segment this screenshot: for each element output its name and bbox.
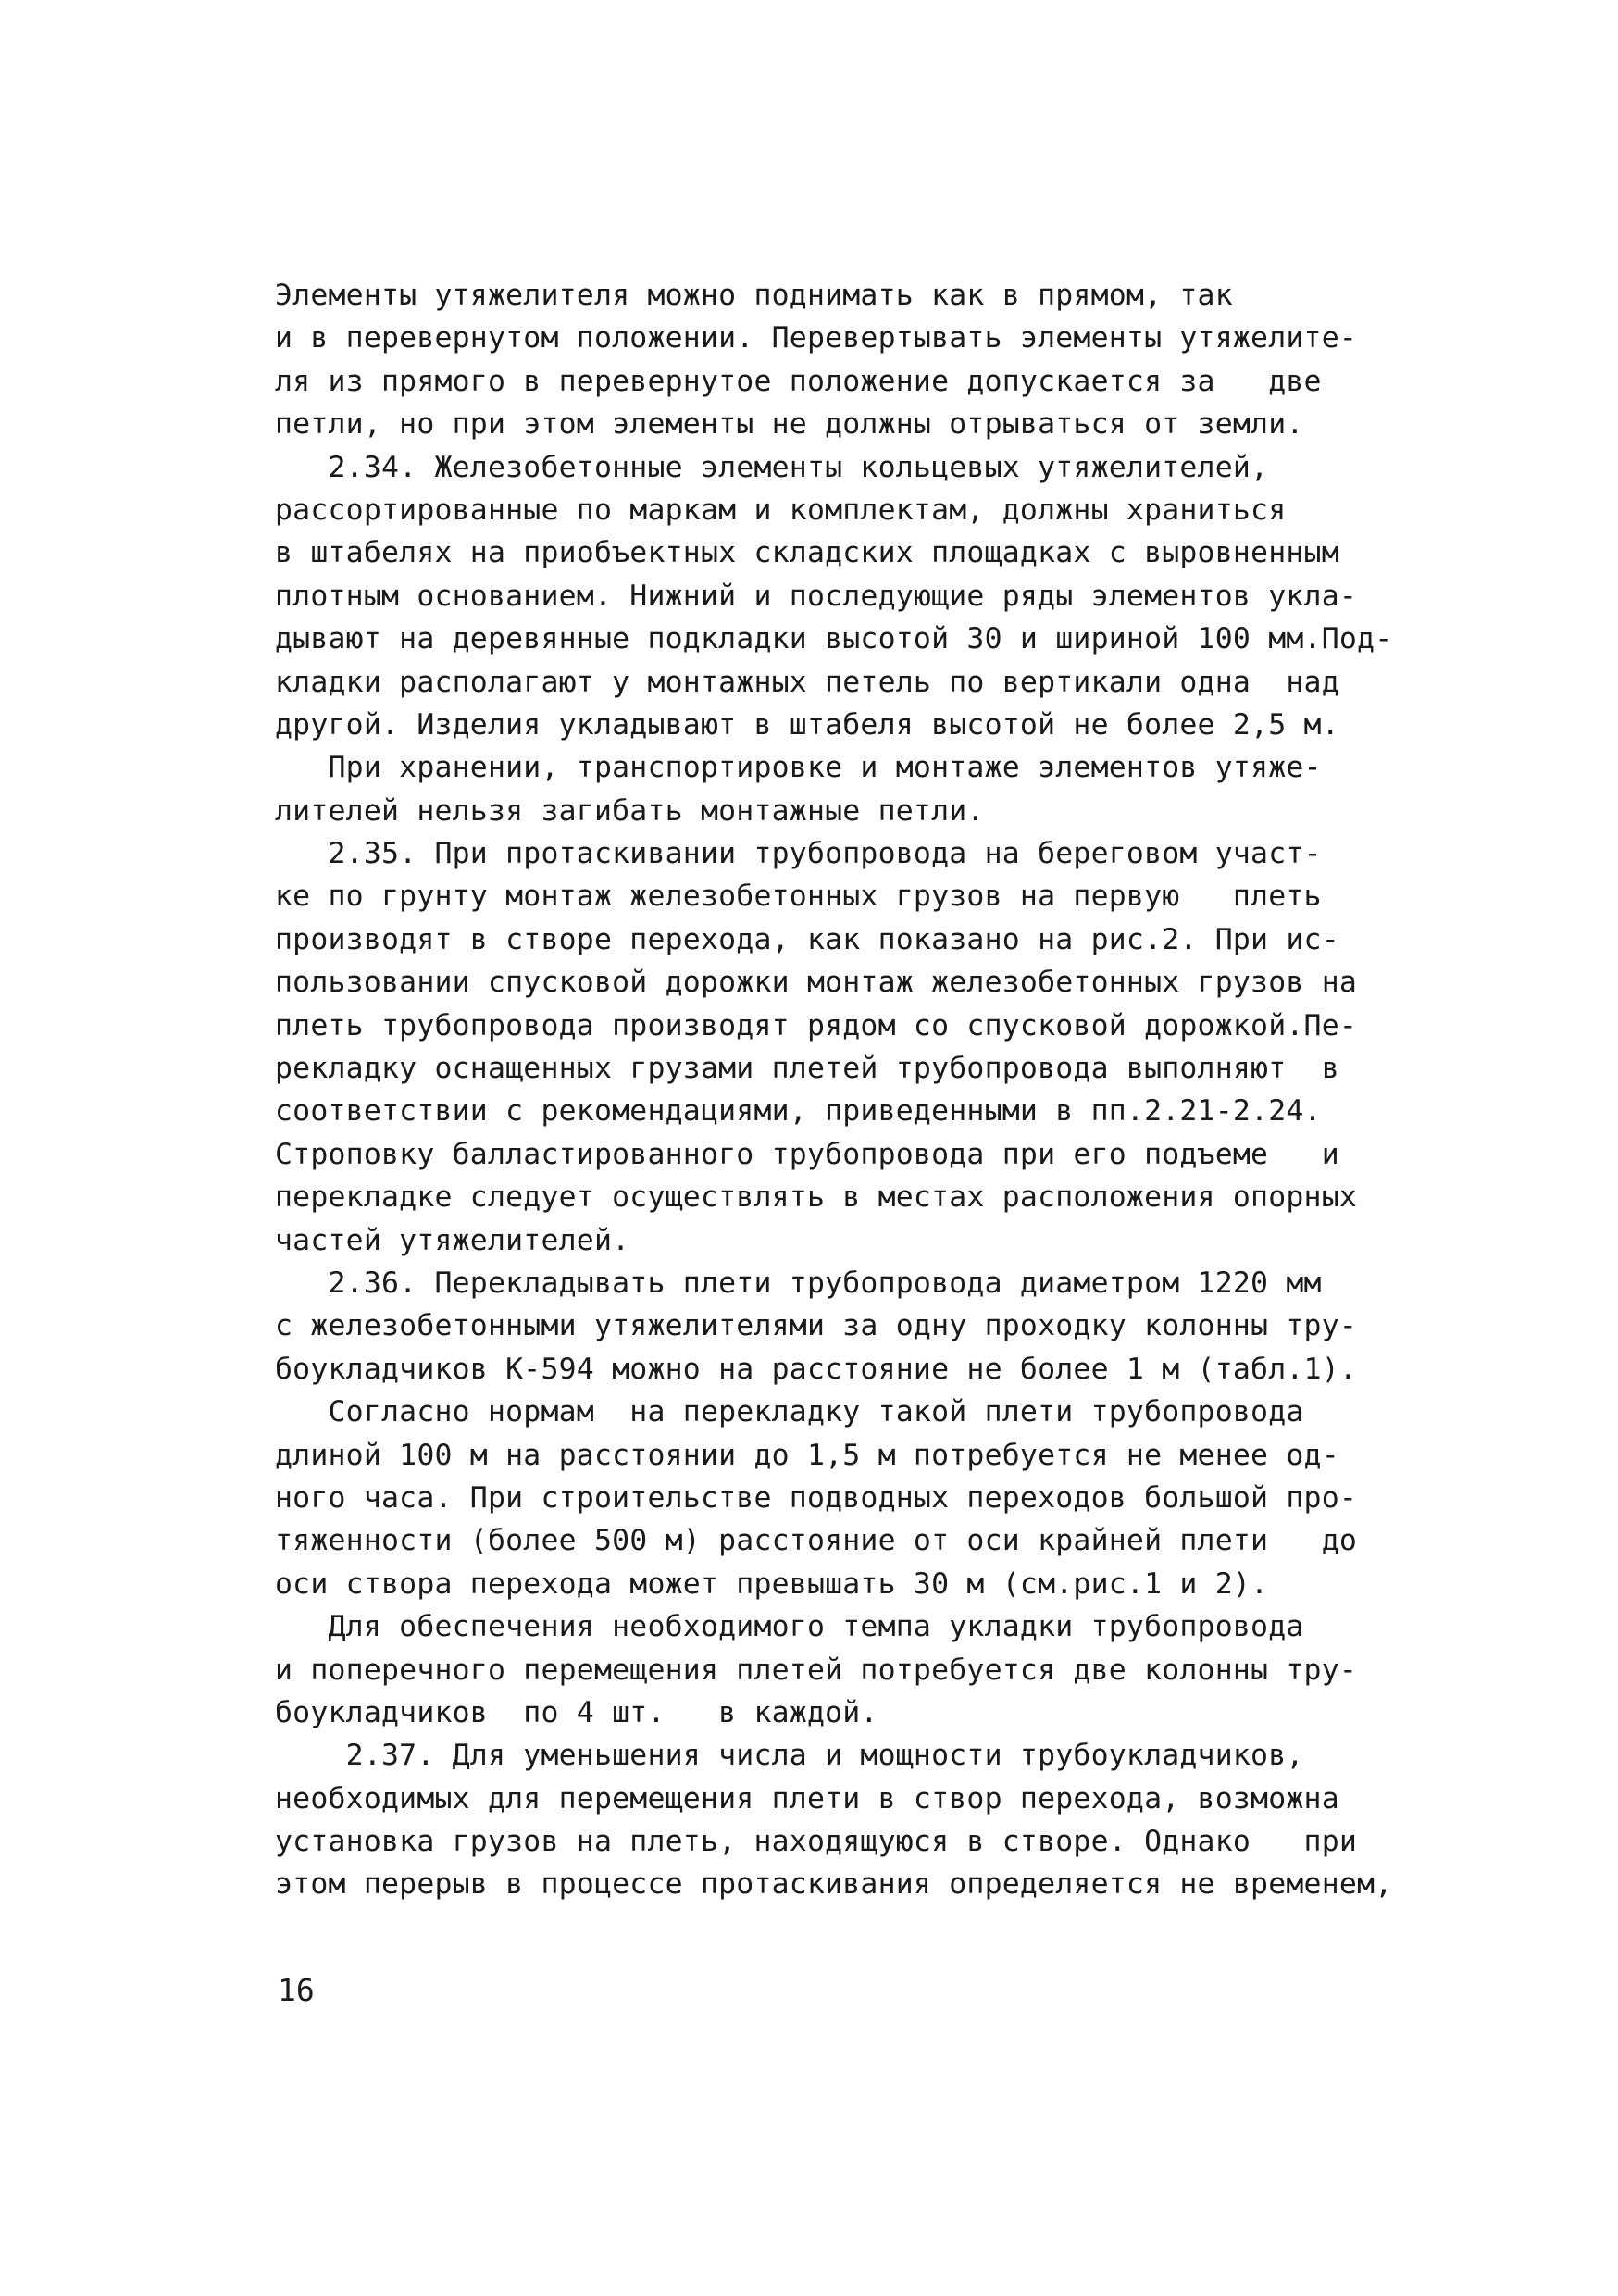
text-line: частей утяжелителей. [275,1223,630,1257]
text-line: кладки располагают у монтажных петель по вертикали одна над [275,665,1339,699]
text-line: петли, но при этом элементы не должны отрываться от земли. [275,407,1304,442]
text-line: ля из прямого в перевернутое положение допускается за две [275,364,1322,398]
text-line: другой. Изделия укладывают в штабеля высотой не более 2,5 м. [275,707,1339,742]
text-line: боукладчиков по 4 шт. в каждой. [275,1695,878,1729]
text-line: с железобетонными утяжелителями за одну проходку колонны тру- [275,1309,1358,1343]
text-line: в штабелях на приобъектных складских площадках с выровненным [275,536,1339,570]
text-line: соответствии с рекомендациями, приведенными в пп.2.21-2.24. [275,1094,1322,1129]
text-line: 2.34. Железобетонные элементы кольцевых утяжелителей, [275,450,1269,484]
text-line: боукладчиков К-594 можно на расстояние не более 1 м (табл.1). [275,1352,1358,1386]
text-line: При хранении, транспортировке и монтаже элементов утяже- [275,751,1322,785]
text-line: тяженности (более 500 м) расстояние от оси крайней плети до [275,1524,1358,1558]
text-line: плеть трубопровода производят рядом со спусковой дорожкой.Пе- [275,1008,1358,1042]
text-line: 2.35. При протаскивании трубопровода на береговом участ- [275,837,1322,871]
text-line: Строповку балластированного трубопровода при его подъеме и [275,1137,1339,1171]
text-line: 2.37. Для уменьшения числа и мощности трубоукладчиков, [275,1739,1304,1773]
page-number: 16 [278,1972,315,2008]
text-line: Для обеспечения необходимого темпа укладки трубопровода [275,1610,1304,1644]
text-line: Согласно нормам на перекладку такой плети трубопровода [275,1395,1304,1429]
text-line: необходимых для перемещения плети в створ перехода, возможна [275,1781,1339,1816]
text-line: и поперечного перемещения плетей потребуется две колонны тру- [275,1653,1358,1687]
text-line: установка грузов на плеть, находящуюся в створе. Однако при [275,1825,1358,1859]
text-line: ке по грунту монтаж железобетонных грузов на первую плеть [275,880,1322,914]
text-line: оси створа перехода может превышать 30 м (см.рис.1 и 2). [275,1566,1269,1601]
text-line: плотным основанием. Нижний и последующие ряды элементов укла- [275,579,1358,613]
text-line: дывают на деревянные подкладки высотой 30 и шириной 100 мм.Под- [275,622,1393,656]
text-line: рекладку оснащенных грузами плетей трубопровода выполняют в [275,1052,1339,1086]
body-text [275,274,1413,1906]
text-line: пользовании спусковой дорожки монтаж железобетонных грузов на [275,966,1358,1000]
text-line: 2.36. Перекладывать плети трубопровода диаметром 1220 мм [275,1266,1322,1300]
text-line: этом перерыв в процессе протаскивания определяется не временем, [275,1867,1393,1902]
text-line: ного часа. При строительстве подводных переходов большой про- [275,1480,1358,1515]
text-line: перекладке следует осуществлять в местах расположения опорных [275,1180,1358,1215]
text-line: длиной 100 м на расстоянии до 1,5 м потребуется не менее од- [275,1438,1339,1472]
text-line: и в перевернутом положении. Перевертывать элементы утяжелите- [275,321,1358,356]
text-line: лителей нельзя загибать монтажные петли. [275,793,985,828]
text-line: производят в створе перехода, как показано на рис.2. При ис- [275,922,1339,956]
text-line: рассортированные по маркам и комплектам, должны храниться [275,493,1287,527]
text-line: Элементы утяжелителя можно поднимать как в прямом, так [275,279,1233,312]
